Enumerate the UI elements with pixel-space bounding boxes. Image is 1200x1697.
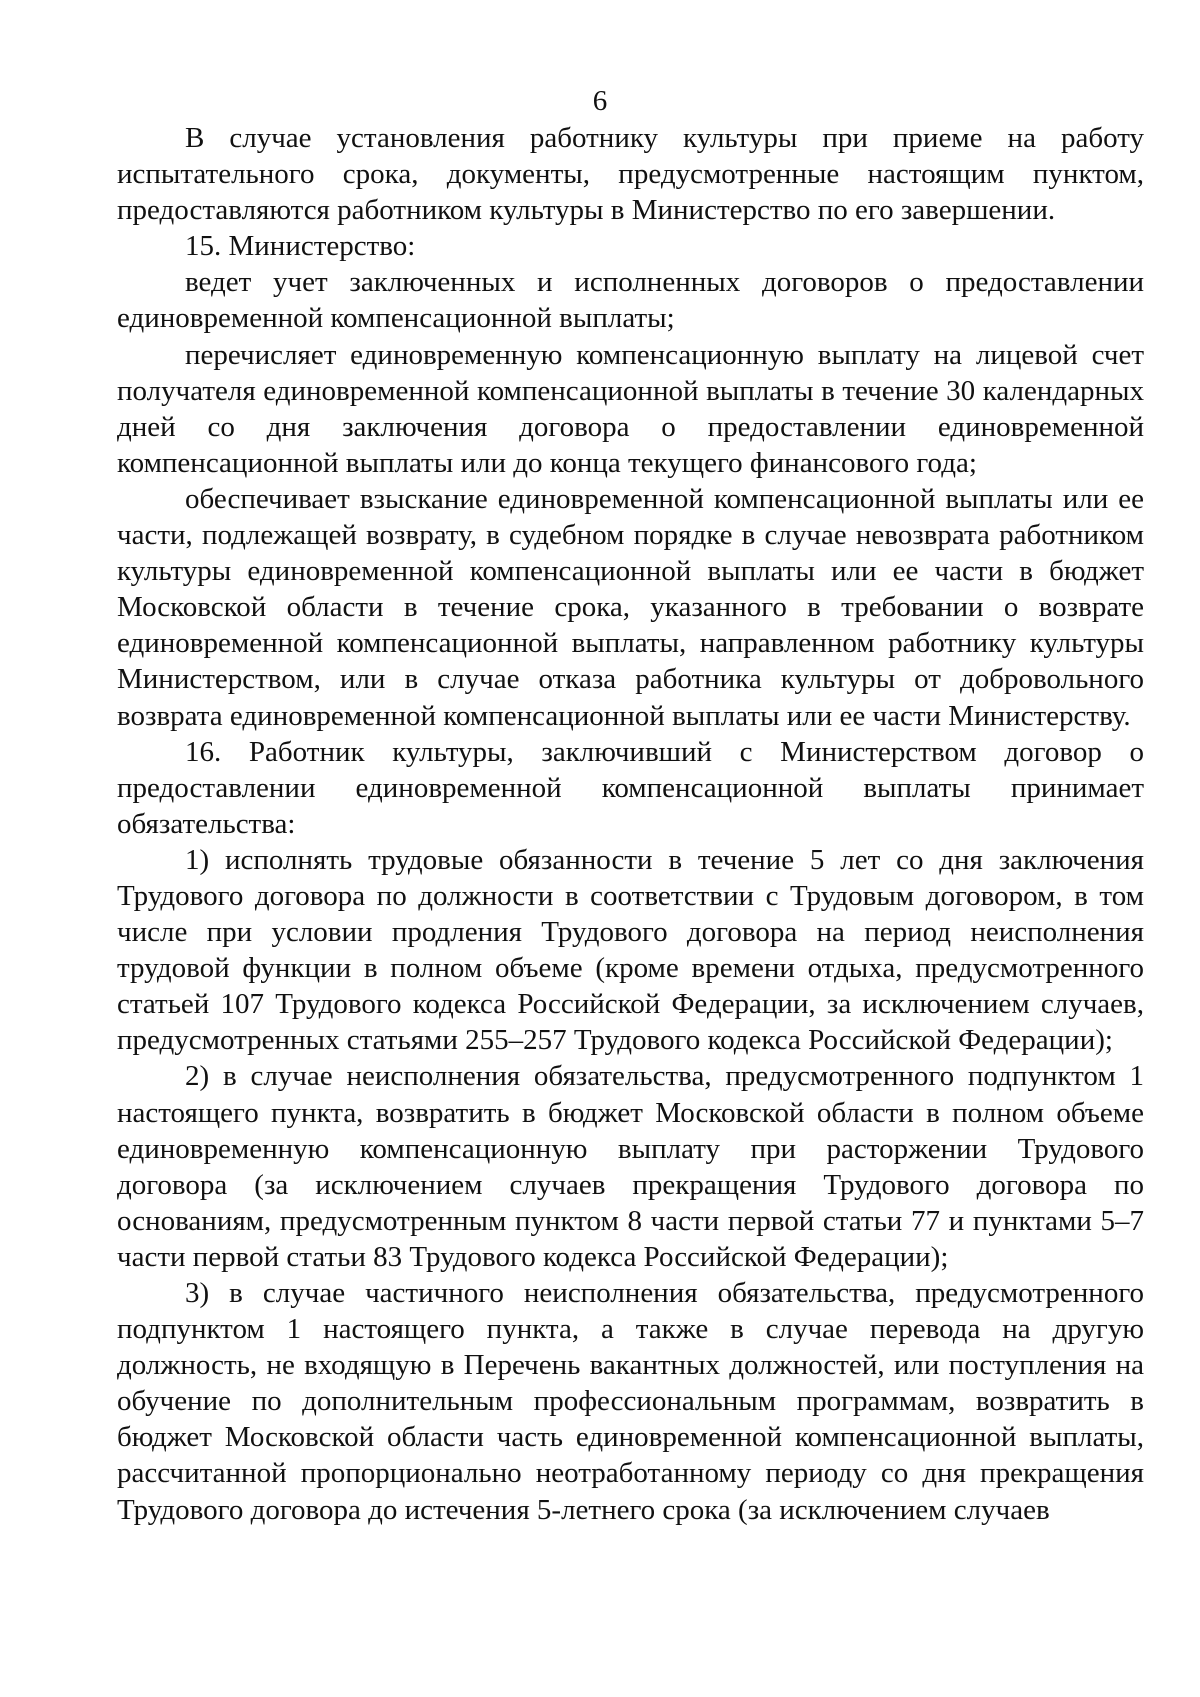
paragraph-obligation-1: 1) исполнять трудовые обязанности в течение 5 лет со дня заключения Трудового договора по должности в соответствии с Трудовым договором, в том числе при условии продления Трудового договора на период неисполнения трудовой функции в полном объеме (кроме времени отдыха, предусмотренного статьей 107 Трудового кодекса Российской Федерации, за исключением случаев, предусмотренных статьями 255–257 Трудового кодекса Российской Федерации); [117, 843, 1144, 1057]
paragraph-records-contracts: ведет учет заключенных и исполненных договоров о предоставлении единовременной компенсационной выплаты; [117, 266, 1144, 335]
document-body [117, 120, 1144, 1528]
paragraph-transfers-payment: перечисляет единовременную компенсационную выплату на лицевой счет получателя единовременной компенсационной выплаты в течение 30 календарных дней со дня заключения договора о предоставлении единовременной компенсационной выплаты или до конца текущего финансового года; [117, 338, 1144, 479]
paragraph-16-obligations: 16. Работник культуры, заключивший с Министерством договор о предоставлении единовременной компенсационной выплаты принимает обязательства: [117, 735, 1144, 840]
paragraph-obligation-2: 2) в случае неисполнения обязательства, предусмотренного подпунктом 1 настоящего пункта, возвратить в бюджет Московской области в полном объеме единовременную компенсационную выплату при расторжении Трудового договора (за исключением случаев прекращения Трудового договора по основаниям, предусмотренным пунктом 8 части первой статьи 77 и пунктами 5–7 части первой статьи 83 Трудового кодекса Российской Федерации); [117, 1060, 1144, 1273]
paragraph-15-heading: 15. Министерство: [185, 230, 416, 263]
paragraph-probation-documents: В случае установления работнику культуры при приеме на работу испытательного срока, документы, предусмотренные настоящим пунктом, предоставляются работником культуры в Министерство по его завершении. [117, 122, 1144, 227]
paragraph-ensures-recovery: обеспечивает взыскание единовременной компенсационной выплаты или ее части, подлежащей возврату, в судебном порядке в случае невозврата работником культуры единовременной компенсационной выплаты или ее части в бюджет Московской области в течение срока, указанного в требовании о возврате единовременной компенсационной выплаты, направленном работнику культуры Министерством, или в случае отказа работника культуры от добровольного возврата единовременной компенсационной выплаты или ее части Министерству. [117, 482, 1144, 732]
page-number: 6 [592, 85, 608, 117]
paragraph-obligation-3: 3) в случае частичного неисполнения обязательства, предусмотренного подпунктом 1 настоящего пункта, а также в случае перевода на другую должность, не входящую в Перечень вакантных должностей, или поступления на обучение по дополнительным профессиональным программам, возвратить в бюджет Московской области часть единовременной компенсационной выплаты, рассчитанной пропорционально неотработанному периоду со дня прекращения Трудового договора до истечения 5-летнего срока (за исключением случаев [117, 1277, 1144, 1526]
